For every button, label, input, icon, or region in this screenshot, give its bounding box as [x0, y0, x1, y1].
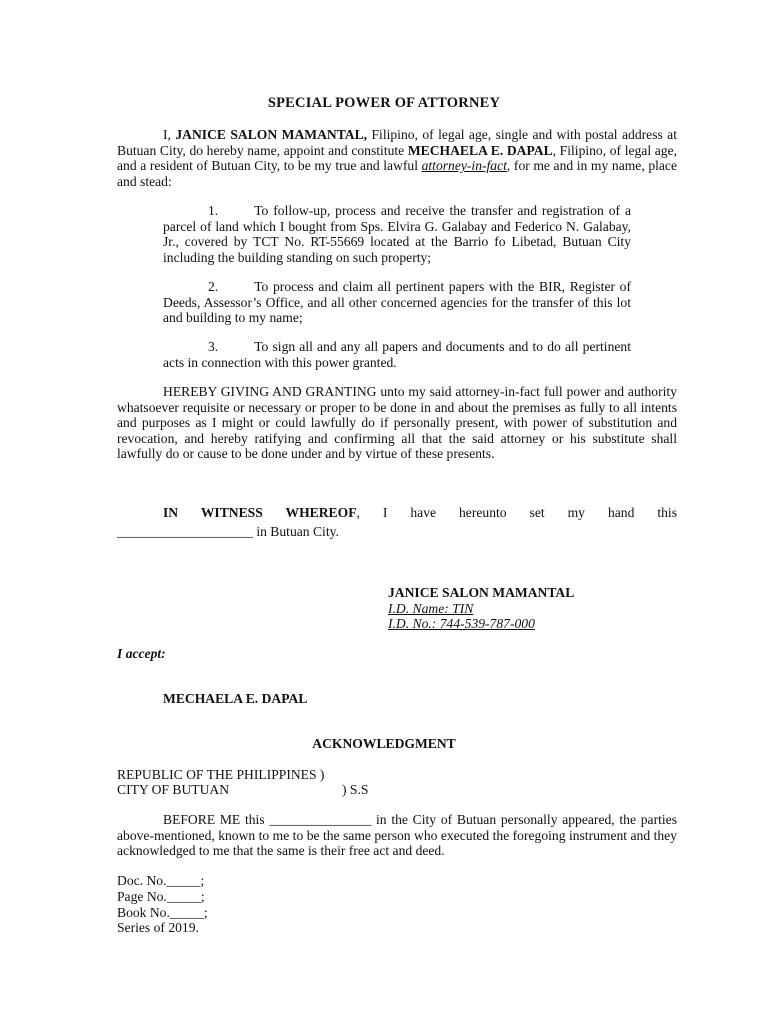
- list-item-text: To sign all and any all papers and documents and to do all pertinent acts in connection with this power granted.: [163, 339, 631, 370]
- series: Series of 2019.: [117, 920, 199, 936]
- acceptor-name: MECHAELA E. DAPAL: [163, 691, 308, 706]
- list-item-text: To follow-up, process and receive the transfer and registration of a parcel of land which I bought from Sps. Elvira G. Galabay and Federico N. Galabay, Jr., covered by TCT No. RT-55669 located at the Barrio fo Libetad, Butuan City including the building standing on such property;: [163, 203, 631, 265]
- book-no: Book No._____;: [117, 904, 208, 920]
- accept-label: I accept:: [117, 646, 166, 661]
- list-item-number: 2.: [208, 279, 219, 294]
- notarial-register: [117, 873, 208, 936]
- witness-text: , I have hereunto set my hand this: [356, 505, 677, 520]
- list-item-text: To process and claim all pertinent papers with the BIR, Register of Deeds, Assessor’s Office, and all other concerned agencies for the transfer of this lot and building to my name;: [163, 279, 631, 326]
- principal-name: JANICE SALON MAMANTAL,: [175, 127, 368, 142]
- intro-text-4: , for me and in my name, place and stead:: [117, 158, 678, 189]
- acknowledgment-paragraph: [117, 812, 677, 859]
- signature-block: [388, 585, 574, 632]
- id-number: I.D. No.: 744-539-787-000: [388, 616, 535, 632]
- witness-place: in Butuan City.: [252, 524, 339, 539]
- doc-no: Doc. No._____;: [117, 873, 205, 888]
- list-item-number: 1.: [208, 203, 219, 218]
- list-item: [163, 203, 631, 265]
- witness-heading: IN WITNESS WHEREOF: [163, 505, 357, 520]
- witness-line-2: [117, 524, 677, 540]
- intro-text-1: I,: [163, 127, 176, 142]
- page-no: Page No._____;: [117, 888, 205, 904]
- list-item: [163, 279, 631, 326]
- ack-date-blank: _______________: [269, 812, 372, 827]
- document-title: SPECIAL POWER OF ATTORNEY: [267, 95, 501, 111]
- attorney-name: MECHAELA E. DAPAL: [407, 142, 553, 158]
- date-blank: ____________________: [117, 524, 253, 539]
- venue-city: CITY OF BUTUAN: [117, 782, 230, 797]
- intro-text-2: Filipino, of legal age, single and with postal address at Butuan City, do hereby name, appoint and constitute: [117, 127, 677, 158]
- signatory-name: JANICE SALON MAMANTAL: [388, 585, 575, 600]
- intro-paragraph: [117, 127, 677, 189]
- list-item: [163, 339, 631, 370]
- before-text: BEFORE ME this: [163, 812, 270, 827]
- witness-line: [117, 505, 677, 521]
- granting-paragraph: HEREBY GIVING AND GRANTING unto my said attorney-in-fact full power and authority whatsoever requisite or necessary or proper to be done in and about the premises as fully to all intents and purposes as I might or could lawfully do if personally present, with power of substitution and revocation, and hereby ratifying and confirming all that the said attorney or his substitute shall lawfully do or cause to be done under and by virtue of these presents.: [117, 384, 677, 462]
- acknowledgment-title: ACKNOWLEDGMENT: [312, 736, 456, 751]
- ack-text: in the City of Butuan personally appeared, the parties above-mentioned, known to me to be the same person who executed the foregoing instrument and they acknowledged to me that the same is their free act and deed.: [117, 812, 677, 859]
- venue-country: REPUBLIC OF THE PHILIPPINES ): [117, 767, 325, 782]
- attorney-in-fact-term: attorney-in-fact: [421, 158, 507, 174]
- venue-ss: ) S.S: [342, 782, 369, 797]
- id-name: I.D. Name: TIN: [388, 600, 474, 616]
- list-item-number: 3.: [208, 339, 219, 354]
- intro-text-3: , Filipino, of legal age, and a resident of Butuan City, to be my true and lawful: [117, 142, 677, 174]
